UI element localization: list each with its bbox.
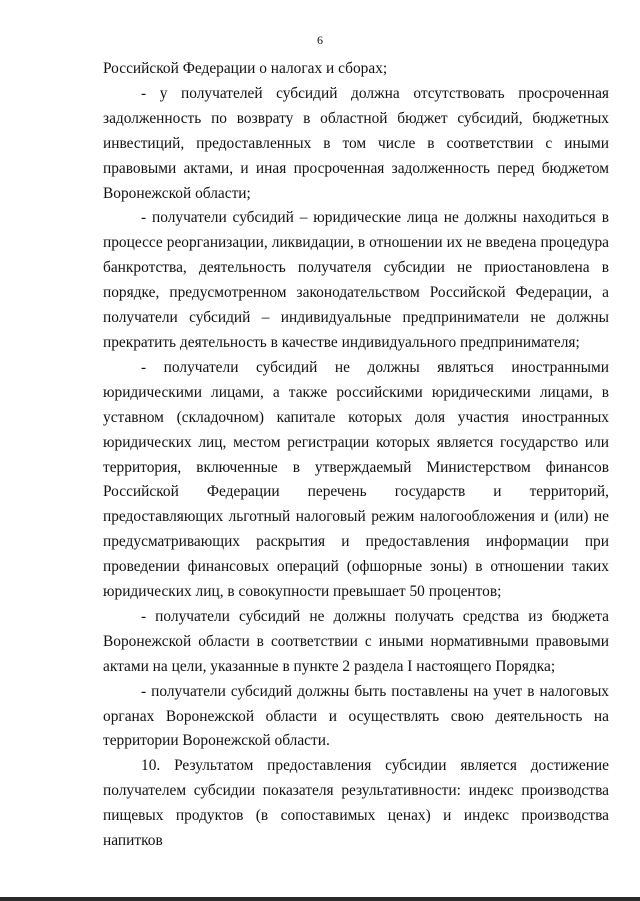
- paragraph-no-reorganization: - получатели субсидий – юридические лица не должны находиться в процессе реорганизации, ликвидации, в отношении их не введена процедура банкротства, деятельность получателя субсидии не приостановлена в порядке, предусмотренном законодательством Российской Федерации, а получатели субсидий – индивидуальные предприниматели не должны прекратить деятельность в качестве индивидуального предпринимателя;: [103, 209, 609, 351]
- paragraph-subsidy-result: 10. Результатом предоставления субсидии является достижение получателем субсидии показателя результативности: индекс производства пищевых продуктов (в сопоставимых ценах) и индекс производства напитков: [103, 757, 609, 850]
- paragraph-continuation: Российской Федерации о налогах и сборах;: [103, 60, 388, 77]
- document-body: [103, 57, 609, 854]
- paragraph-no-foreign-entities: - получатели субсидий не должны являться иностранными юридическими лицами, а также российскими юридическими лицами, в уставном (складочном) капитале которых доля участия иностранных юридических лиц, местом регистрации которых является государство или территория, включенные в утверждаемый Министерством финансов Российской Федерации перечень государств и территорий, предоставляющих льготный налоговый режим налогообложения и (или) не предусматривающих раскрытия и предоставления информации при проведении финансовых операций (офшорные зоны) в отношении таких юридических лиц, в совокупности превышает 50 процентов;: [103, 358, 609, 601]
- paragraph-no-debt: - у получателей субсидий должна отсутствовать просроченная задолженность по возврату в областной бюджет субсидий, бюджетных инвестиций, предоставленных в том числе в соответствии с иными правовыми актами, и иная просроченная задолженность перед бюджетом Воронежской области;: [103, 84, 609, 202]
- paragraph-tax-registration: - получатели субсидий должны быть поставлены на учет в налоговых органах Воронежской области и осуществлять свою деятельность на территории Воронежской области.: [103, 682, 609, 750]
- bottom-edge-line: [0, 897, 640, 901]
- paragraph-no-other-funding: - получатели субсидий не должны получать средства из бюджета Воронежской области в соответствии с иными нормативными правовыми актами на цели, указанные в пункте 2 раздела I настоящего Порядка;: [103, 607, 609, 675]
- page-number: 6: [317, 33, 323, 47]
